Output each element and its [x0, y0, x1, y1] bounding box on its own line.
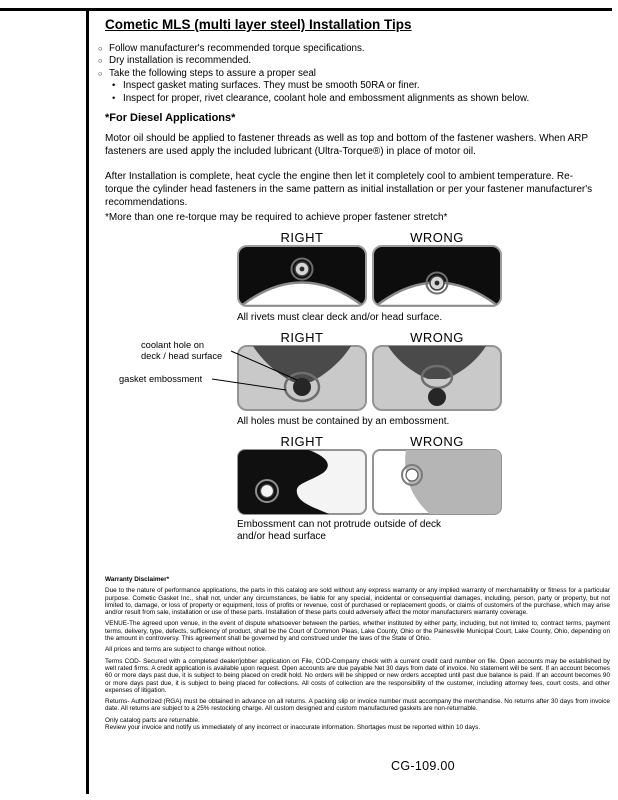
tip-text: Take the following steps to assure a proper seal: [109, 67, 316, 79]
warranty-paragraph: Returns- Authorized (RGA) must be obtained in advance on all returns. A packing slip or invoice number must accompany the merchandise. No returns after 30 days from invoice date. All returns are subject to a 25% restocking charge. All custom designed and custom manufactured gaskets are non-returnable.: [105, 698, 610, 713]
coolant-hole-right-image: [237, 345, 367, 411]
embossment-wrong-image: [372, 449, 502, 515]
coolant-hole-wrong-diagram: [372, 345, 502, 416]
wrong-label-row3: WRONG: [410, 434, 464, 449]
wrong-label-row1: WRONG: [410, 230, 464, 245]
annotation-line-2: deck / head surface: [141, 351, 223, 361]
right-label-row3: RIGHT: [280, 434, 324, 449]
tip-sub-item: [112, 80, 608, 92]
tip-text: Dry installation is recommended.: [109, 55, 252, 67]
right-label-row1: RIGHT: [280, 230, 324, 245]
coolant-hole-annotation: [141, 340, 237, 362]
diagrams-section: [105, 230, 611, 575]
tip-item: [98, 43, 608, 55]
embossment-right-diagram: [237, 449, 367, 520]
tip-item: [98, 55, 608, 67]
wrong-label-row2: WRONG: [410, 330, 464, 345]
warranty-paragraph: Terms COD- Secured with a completed dealer/jobber application on File, COD-Company check with a current credit card number on file. Open accounts may be established by well rated firms. A credit application is available upon request. Open accounts are due payable Net 30 days from date of invoice. No statement will be sent. If an account becomes 60 or more days past due, it is subject to being placed on credit hold. No orders will be shipped or new orders accepted until past due balance is paid. If an account becomes 90 or more days past due, it is subject to being placed for collections. All costs of collection are the responsibility of the customer, including attorney fees, court costs, and other expenses of litigation.: [105, 657, 610, 694]
dot-bullet-icon: •: [112, 80, 116, 92]
circle-bullet-icon: ○: [98, 56, 103, 66]
tip-item: [98, 68, 608, 80]
tip-sub-item: [112, 93, 608, 105]
retorque-note: *More than one re-torque may be required to achieve proper fastener stretch*: [105, 212, 448, 223]
embossment-right-image: [237, 449, 367, 515]
diesel-paragraph-2: After Installation is complete, heat cycle the engine then let it completely cool to ambient temperature. Re-torque the cylinder head fasteners in the same pattern as initial installation or per your fastener manufacturer's recommendations.: [105, 171, 593, 208]
coolant-hole-wrong-image: [372, 345, 502, 411]
rivet-right-image: [237, 245, 367, 307]
embossment-wrong-diagram: [372, 449, 502, 520]
diesel-applications-heading: *For Diesel Applications*: [105, 112, 236, 124]
circle-bullet-icon: ○: [98, 68, 103, 78]
warranty-paragraph: VENUE-The agreed upon venue, in the event of dispute whatsoever between the parties, whether instituted by either party, including, but not limited to, contract terms, payment terms, delivery, type, defects, sufficiency of product, shall be the Court of Common Pleas, Lake County, Ohio or the Painesville Municipal Court, Lake County, Ohio, depending on the amount in controversy. This agreement shall be governed by and construed under the laws of the State of Ohio.: [105, 620, 610, 643]
rivet-wrong-diagram: [372, 245, 502, 312]
embossment-caption: Embossment can not protrude outside of deck and/or head surface: [237, 519, 442, 542]
dot-bullet-icon: •: [112, 92, 116, 104]
warranty-paragraph: Only catalog parts are returnable.: [105, 716, 200, 724]
rivet-wrong-image: [372, 245, 502, 307]
page-title: Cometic MLS (multi layer steel) Installation Tips: [105, 17, 412, 32]
warranty-paragraph: Due to the nature of performance applications, the parts in this catalog are sold without any express warranty or any implied warranty of merchantability or fitness for a particular purpose. Cometic Gasket Inc., shall not, under any circumstances, be liable for any special, incidental or consequential damages, including, person, party or property, but not limited to, damage, or loss of property or equipment, loss of profits or revenue, cost of purchased or replacement goods, or claims of customers of the purchase, which may arise and/or result from sale, installation or use of these parts. Installation of these parts could adversely affect the motor manufacturers warranty coverage.: [105, 587, 610, 617]
tips-list: [98, 43, 608, 105]
gasket-embossment-annotation: gasket embossment: [119, 374, 203, 384]
page-number: CG-109.00: [391, 759, 455, 773]
right-label-row2: RIGHT: [280, 330, 324, 345]
rivet-right-diagram: [237, 245, 367, 312]
tip-text: Inspect for proper, rivet clearance, coolant hole and embossment alignments as shown below.: [123, 92, 530, 104]
annotation-line-1: coolant hole on: [141, 340, 205, 350]
diesel-paragraph-1: Motor oil should be applied to fastener threads as well as top and bottom of the fastener washers. When ARP fasteners are used apply the included lubricant (Ultra-Torque®) in place of motor oil.: [105, 133, 588, 157]
page-border-left: [86, 8, 89, 794]
tip-text: Inspect gasket mating surfaces. They must be smooth 50RA or finer.: [123, 80, 420, 92]
page-border-top: [0, 8, 612, 11]
coolant-hole-right-diagram: [237, 345, 367, 416]
holes-caption: All holes must be contained by an embossment.: [237, 416, 450, 427]
warranty-paragraph: All prices and terms are subject to change without notice.: [105, 646, 267, 654]
warranty-section: [105, 576, 610, 735]
warranty-paragraph: Review your invoice and notify us immediately of any incorrect or inaccurate information. Shortages must be reported within 10 days.: [105, 724, 481, 732]
rivets-caption: All rivets must clear deck and/or head surface.: [237, 312, 443, 323]
tip-text: Follow manufacturer's recommended torque specifications.: [109, 43, 365, 54]
circle-bullet-icon: ○: [98, 44, 103, 53]
warranty-heading: Warranty Disclaimer*: [105, 576, 170, 583]
